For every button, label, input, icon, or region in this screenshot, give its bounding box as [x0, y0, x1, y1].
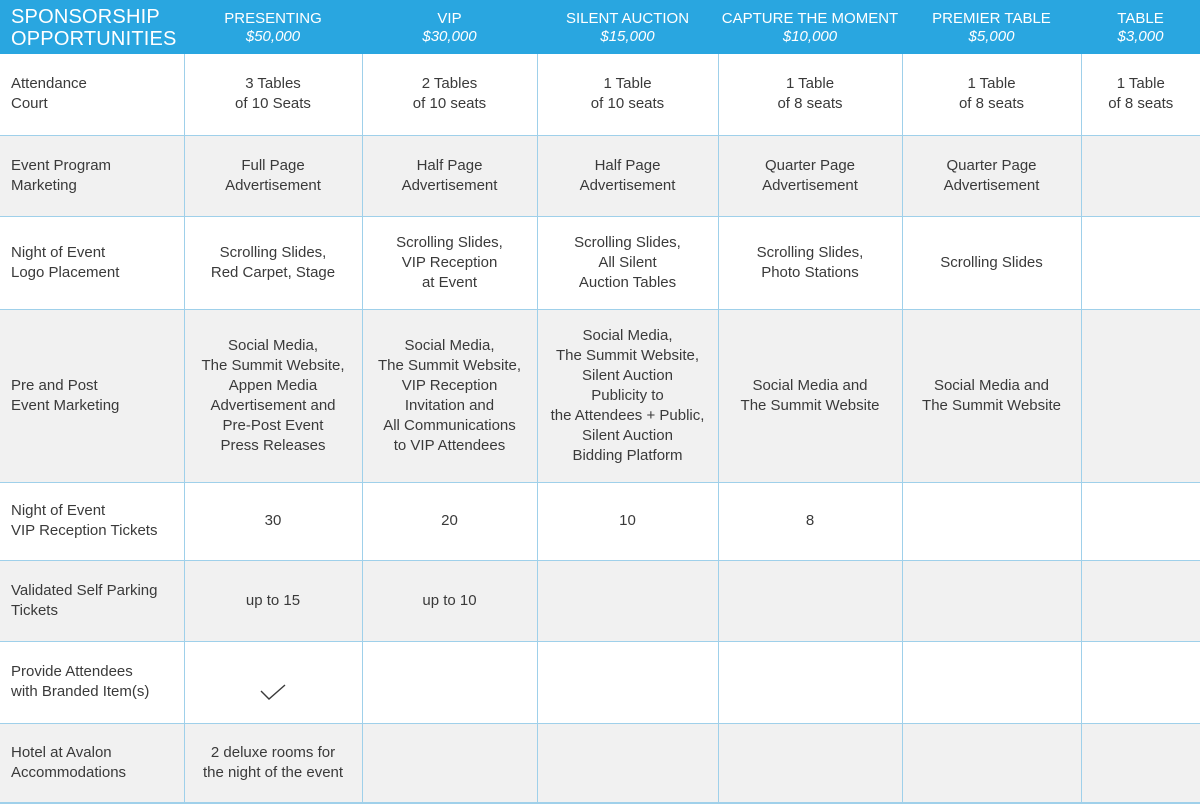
tier-name: CAPTURE THE MOMENT: [721, 10, 899, 27]
table-cell: [1081, 135, 1200, 216]
checkmark-icon: [259, 683, 287, 701]
row-label: Hotel at Avalon Accommodations: [0, 723, 184, 803]
tier-name: SILENT AUCTION: [565, 10, 690, 27]
table-cell: [362, 641, 537, 723]
tier-price: $3,000: [1117, 28, 1164, 45]
tier-header-presenting: [184, 0, 362, 54]
table-cell: Scrolling Slides: [902, 216, 1081, 309]
table-cell: [537, 560, 718, 641]
row-label: Pre and Post Event Marketing: [0, 309, 184, 482]
row-attendance-court: [0, 54, 1200, 135]
table-cell: Scrolling Slides, VIP Reception at Event: [362, 216, 537, 309]
tier-header-capture-the-moment: [718, 0, 902, 54]
table-cell: Half Page Advertisement: [537, 135, 718, 216]
table-cell: 8: [718, 482, 902, 560]
table-cell: [902, 482, 1081, 560]
table-title: [0, 0, 184, 54]
table-cell: [1081, 723, 1200, 803]
table-cell: Social Media and The Summit Website: [718, 309, 902, 482]
table-cell: 2 Tables of 10 seats: [362, 54, 537, 135]
table-cell: [537, 641, 718, 723]
table-cell: [362, 723, 537, 803]
tier-price: $10,000: [782, 28, 838, 45]
row-label: Validated Self Parking Tickets: [0, 560, 184, 641]
tier-name: PREMIER TABLE: [932, 10, 1051, 27]
table-cell: up to 15: [184, 560, 362, 641]
table-cell: 20: [362, 482, 537, 560]
tier-price: $50,000: [245, 28, 301, 45]
row-pre-post-marketing: [0, 309, 1200, 482]
row-hotel-accommodations: [0, 723, 1200, 803]
table-cell: [1081, 216, 1200, 309]
table-cell: Half Page Advertisement: [362, 135, 537, 216]
table-cell: [718, 723, 902, 803]
row-label: Night of Event VIP Reception Tickets: [0, 482, 184, 560]
tier-price: $15,000: [600, 28, 655, 45]
table-cell: Social Media, The Summit Website, VIP Reception Invitation and All Communications to VIP Attendees: [362, 309, 537, 482]
table-cell: 1 Table of 8 seats: [718, 54, 902, 135]
table-cell: [718, 641, 902, 723]
table-cell: Scrolling Slides, Red Carpet, Stage: [184, 216, 362, 309]
table-cell: Quarter Page Advertisement: [718, 135, 902, 216]
row-branded-items: [0, 641, 1200, 723]
table-cell: [902, 560, 1081, 641]
tier-header-silent-auction: [537, 0, 718, 54]
table-cell: [902, 723, 1081, 803]
table-cell: Scrolling Slides, All Silent Auction Tables: [537, 216, 718, 309]
row-event-program-marketing: [0, 135, 1200, 216]
table-cell: [718, 560, 902, 641]
table-cell: 30: [184, 482, 362, 560]
table-cell: up to 10: [362, 560, 537, 641]
tier-name: VIP: [437, 10, 462, 27]
tier-header-vip: [362, 0, 537, 54]
table-cell: [1081, 309, 1200, 482]
table-cell: Quarter Page Advertisement: [902, 135, 1081, 216]
row-label: Night of Event Logo Placement: [0, 216, 184, 309]
table-cell: [902, 641, 1081, 723]
table-cell: Scrolling Slides, Photo Stations: [718, 216, 902, 309]
table-cell: 1 Table of 10 seats: [537, 54, 718, 135]
table-cell: 1 Table of 8 seats: [902, 54, 1081, 135]
table-cell: 10: [537, 482, 718, 560]
table-cell: 1 Table of 8 seats: [1081, 54, 1200, 135]
table-cell: [184, 641, 362, 723]
header-row: [0, 0, 1200, 54]
table-cell: [1081, 560, 1200, 641]
table-title-text: SPONSORSHIP OPPORTUNITIES: [11, 6, 177, 50]
table-cell: Full Page Advertisement: [184, 135, 362, 216]
tier-name: PRESENTING: [224, 10, 322, 27]
table-cell: Social Media, The Summit Website, Silent Auction Publicity to the Attendees + Public, Silent Auction Bidding Platform: [537, 309, 718, 482]
tier-price: $5,000: [968, 28, 1015, 45]
table-cell: 3 Tables of 10 Seats: [184, 54, 362, 135]
row-parking-tickets: [0, 560, 1200, 641]
tier-header-premier-table: [902, 0, 1081, 54]
row-vip-reception-tickets: [0, 482, 1200, 560]
tier-header-table: [1081, 0, 1200, 54]
tier-price: $30,000: [422, 28, 477, 45]
table-cell: [1081, 482, 1200, 560]
table-cell: 2 deluxe rooms for the night of the event: [184, 723, 362, 803]
table-cell: Social Media and The Summit Website: [902, 309, 1081, 482]
tier-name: TABLE: [1117, 10, 1164, 27]
table-cell: Social Media, The Summit Website, Appen Media Advertisement and Pre-Post Event Press Releases: [184, 309, 362, 482]
row-label: Provide Attendees with Branded Item(s): [0, 641, 184, 723]
row-label: Event Program Marketing: [0, 135, 184, 216]
table-cell: [1081, 641, 1200, 723]
row-logo-placement: [0, 216, 1200, 309]
row-label: Attendance Court: [0, 54, 184, 135]
table-cell: [537, 723, 718, 803]
